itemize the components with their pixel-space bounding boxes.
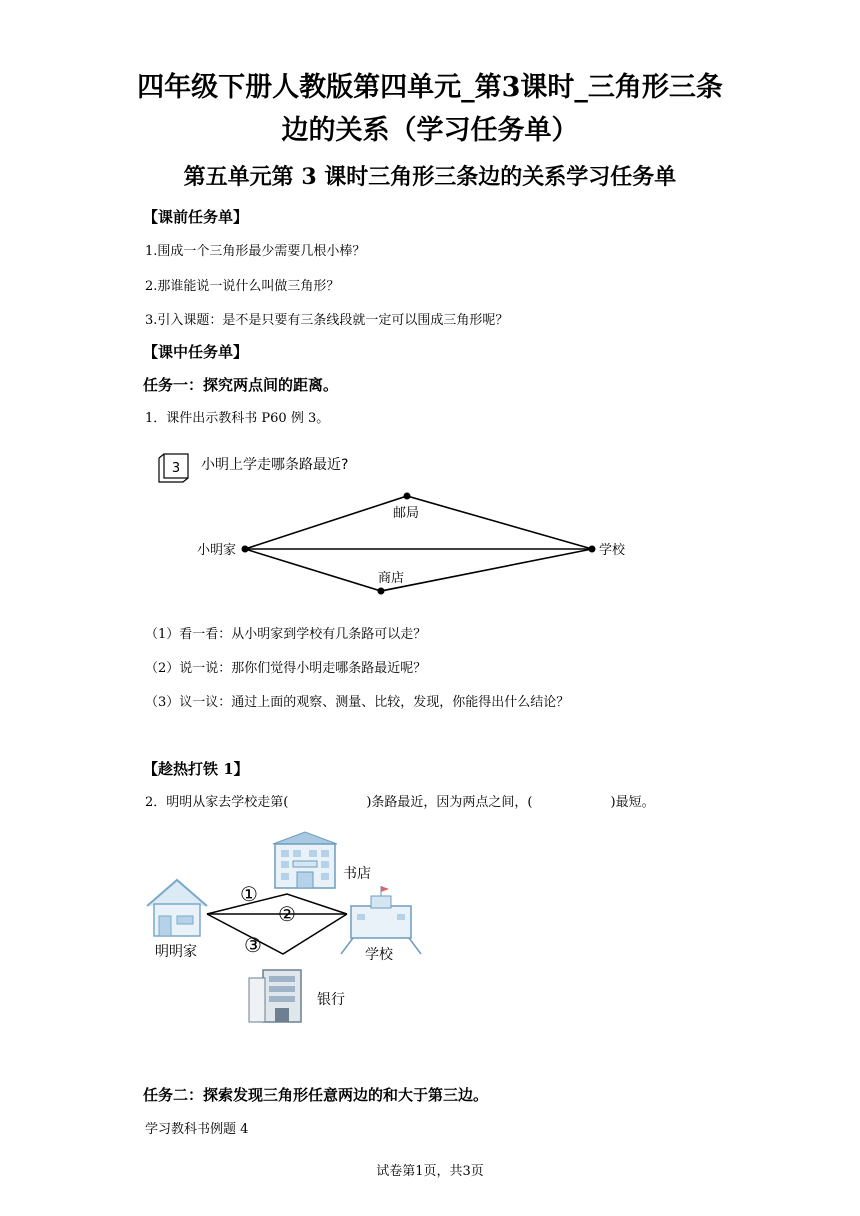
bookstore-label: 书店 (343, 866, 371, 882)
pre-class-item-2: 2.那谁能说一说什么叫做三角形？ (145, 279, 340, 294)
route-3-line (207, 914, 347, 954)
post-office-point (404, 493, 411, 500)
shop-route-line (245, 549, 592, 591)
shop-point (378, 588, 385, 595)
house-icon (147, 880, 207, 936)
post-office-label: 邮局 (393, 506, 420, 521)
route-3-marker: ③ (244, 933, 262, 957)
school-building-icon (341, 886, 421, 954)
task1-title: 任务一：探究两点间的距离。 (143, 376, 339, 394)
practice-question-part3: )最短。 (610, 795, 655, 810)
school-label-2: 学校 (365, 947, 393, 963)
shop-label: 商店 (378, 571, 405, 586)
school-point (589, 546, 596, 553)
page-title-line1: 四年级下册人教版第四单元_第3课时_三角形三条 (137, 72, 723, 103)
question-look: （1）看一看：从小明家到学校有几条路可以走？ (145, 627, 427, 642)
task1-item1: 1．课件出示教科书 P60 例 3。 (145, 411, 330, 426)
post-office-route-line (245, 496, 592, 549)
pre-class-item-3: 3.引入课题：是不是只要有三条线段就一定可以围成三角形呢？ (145, 313, 509, 328)
bookstore-building-icon (273, 832, 337, 888)
page-title-line2: 边的关系（学习任务单） (281, 115, 579, 146)
practice-heading: 【趁热打铁 1】 (143, 760, 249, 778)
route-1-marker: ① (240, 882, 258, 906)
practice-question (145, 796, 655, 809)
example-badge-icon (159, 454, 188, 482)
pre-class-item-1: 1.围成一个三角形最少需要几根小棒？ (145, 244, 366, 259)
home-label: 小明家 (197, 543, 237, 558)
task2-item: 学习教科书例题 4 (145, 1122, 249, 1137)
illustrated-route-diagram (145, 828, 425, 1028)
route-1-line (207, 894, 347, 914)
route-2-marker: ② (278, 902, 296, 926)
practice-question-part2: )条路最近，因为两点之间，( (366, 795, 533, 810)
question-discuss: （3）议一议：通过上面的观察、测量、比较，发现，你能得出什么结论？ (145, 695, 570, 710)
task2-title: 任务二：探索发现三角形任意两边的和大于第三边。 (143, 1086, 489, 1104)
question-say: （2）说一说：那你们觉得小明走哪条路最近呢？ (145, 661, 427, 676)
bank-building-icon (249, 970, 301, 1022)
example-badge-number: 3 (171, 461, 181, 476)
page-subtitle: 第五单元第 3 课时三角形三条边的关系学习任务单 (183, 164, 677, 190)
home-label-2: 明明家 (155, 944, 197, 960)
practice-question-part1: 2．明明从家去学校走第( (145, 795, 289, 810)
page-footer: 试卷第1页，共3页 (376, 1164, 484, 1179)
route-diagram (155, 445, 645, 600)
home-point (242, 546, 249, 553)
bank-label: 银行 (317, 992, 345, 1008)
route-question: 小明上学走哪条路最近? (201, 457, 349, 473)
pre-class-heading: 【课前任务单】 (143, 208, 249, 226)
school-label: 学校 (599, 543, 626, 558)
in-class-heading: 【课中任务单】 (143, 343, 249, 361)
